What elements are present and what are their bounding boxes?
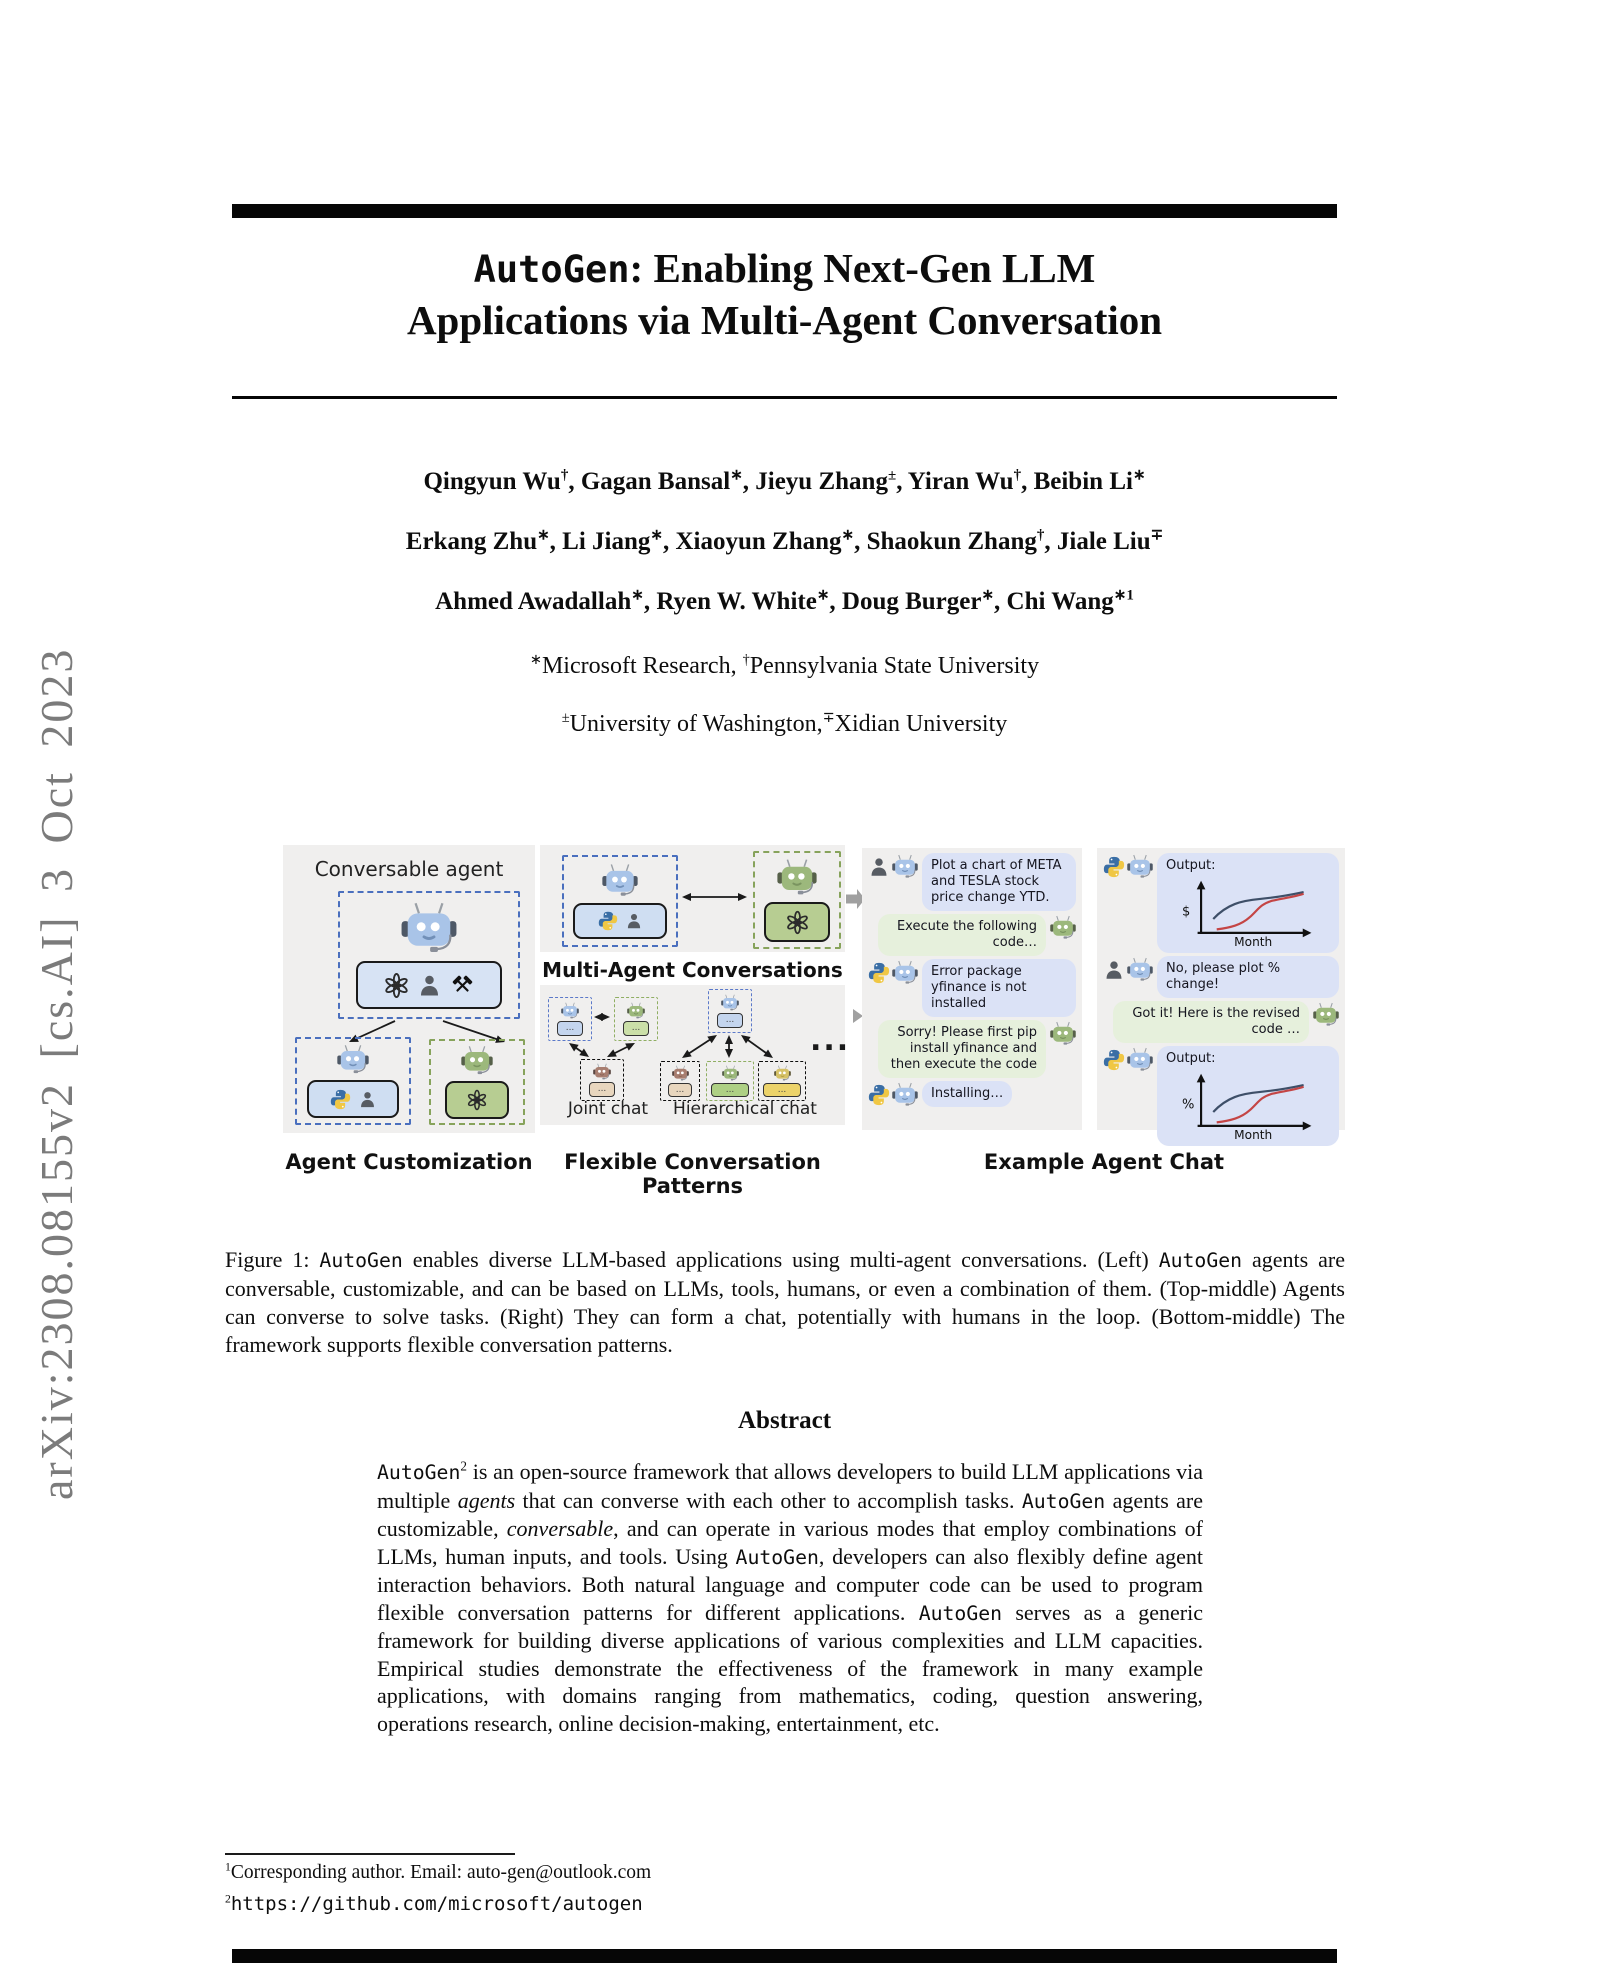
example-chat-panel-2: [1097, 848, 1345, 1141]
robot-blue-icon: [892, 854, 918, 880]
python-icon: [1103, 856, 1125, 878]
author-name: Jieyu Zhang±,: [755, 467, 908, 495]
text-segment: agents: [457, 1487, 516, 1513]
chat-message: [1103, 1001, 1339, 1043]
chat-text: Output:: [1166, 858, 1216, 873]
chat-bubble: [1157, 1046, 1339, 1146]
abstract-heading: Abstract: [737, 1407, 832, 1434]
figure-panel-agent-customization: [283, 845, 535, 1133]
llm-pill: [445, 1081, 509, 1119]
robot-blue-icon: [892, 1082, 918, 1108]
author-name: Xiaoyun Zhang∗,: [675, 527, 867, 555]
chat-text: No, please plot % change!: [1166, 961, 1281, 992]
chat-avatars: [1050, 1020, 1076, 1047]
chat-avatars: [1050, 914, 1076, 941]
python-icon: [868, 962, 890, 984]
svg-text:$: $: [1181, 904, 1191, 920]
mini-bubble: ...: [589, 1082, 615, 1097]
python-icon: [868, 1084, 890, 1106]
text-segment: AutoGen: [1158, 1249, 1243, 1272]
mini-bubble: ...: [711, 1083, 749, 1097]
human-icon: [358, 1090, 377, 1109]
chat-bubble: [922, 853, 1076, 911]
robot-green-icon: [777, 858, 817, 898]
example-agent-chat-caption: Example Agent Chat: [983, 1150, 1225, 1174]
robot-blue-icon: [892, 960, 918, 986]
chat-text: Plot a chart of META and TESLA stock price change YTD.: [931, 858, 1062, 905]
robot-blue-icon: [1127, 854, 1153, 880]
text-segment: that can converse with each other to accomplish tasks.: [515, 1487, 1022, 1513]
chat-bubble: [922, 959, 1076, 1017]
chat-text: Got it! Here is the revised code …: [1132, 1006, 1300, 1037]
figure-panel-multi-agent: [540, 845, 845, 952]
chat-avatars: [868, 853, 918, 880]
paper-title: [232, 243, 1337, 346]
robot-blue-icon: [337, 1044, 369, 1076]
abstract-text: [377, 1458, 1203, 1737]
svg-text:%: %: [1181, 1097, 1195, 1113]
footnote-1-marker: 1: [225, 1860, 231, 1874]
chat-text: Sorry! Please first pip install yfinance and then execute the code: [890, 1025, 1037, 1072]
author-line-2: [232, 528, 1337, 556]
author-name: Shaokun Zhang†,: [866, 527, 1057, 555]
title-autogen-mono: AutoGen: [473, 248, 630, 291]
openai-logo-icon: [785, 910, 810, 935]
chat-bubble: [1157, 956, 1339, 998]
chat-text: Output:: [1166, 1051, 1216, 1066]
text-segment: agents are conversable, customizable, and can be based on LLMs, tools, humans, or even a combination of them. (Top-middle) Agents can converse to solve tasks. (Right) They can form a chat, potentially with humans in the loop. (Bottom-middle) The framework supports flexible conversation patterns.: [225, 1247, 1345, 1357]
mini-bubble: ...: [717, 1013, 743, 1028]
chat-avatars: [1103, 1046, 1153, 1073]
chat-avatars: [1103, 956, 1153, 983]
figure-1-caption: [225, 1246, 1345, 1359]
affiliation: ±University of Washington,: [561, 710, 823, 737]
footnote-2-marker: 2: [225, 1892, 231, 1906]
text-segment: AutoGen: [918, 1601, 1003, 1625]
text-segment: AutoGen: [1021, 1489, 1106, 1513]
robot-green-icon: [1313, 1002, 1339, 1028]
chat-avatars: [868, 959, 918, 986]
text-segment: , and can operate in various modes that employ combinations of LLMs, human inputs, and tools. Using: [377, 1516, 1203, 1569]
chat-message: [868, 959, 1076, 1017]
person-icon: [1103, 959, 1125, 981]
author-name: Ahmed Awadallah∗,: [435, 587, 657, 615]
author-name: Chi Wang$^{∗1}$: [1006, 587, 1134, 615]
text-segment: AutoGen: [735, 1545, 819, 1569]
chat-bubble: [1113, 1001, 1309, 1043]
agent-customization-caption: Agent Customization: [285, 1150, 533, 1174]
title-rule: [232, 396, 1337, 399]
title-line-1: [232, 243, 1337, 295]
text-segment: agents are customizable,: [377, 1487, 1203, 1541]
ellipsis-label: ...: [810, 1023, 851, 1058]
affiliation-line-1: [232, 653, 1337, 680]
chat-text: Error package yfinance is not installed: [931, 964, 1027, 1011]
author-name: Li Jiang∗,: [562, 527, 676, 555]
chat-bubble: [878, 1020, 1046, 1078]
custom-agent-human-box: [295, 1037, 411, 1125]
author-name: Erkang Zhu∗,: [405, 527, 563, 555]
robot-green-icon: [461, 1045, 493, 1077]
text-segment: enables diverse LLM-based applications using multi-agent conversations. (Left): [402, 1247, 1159, 1272]
chat-message: [868, 1020, 1076, 1078]
affiliation: ∗Microsoft Research,: [529, 652, 743, 679]
affiliation: †Pennsylvania State University: [742, 652, 1040, 679]
footnote-1-text: Corresponding author. Email: auto-gen@outlook.com: [230, 1862, 652, 1883]
author-name: Jiale Liu∓: [1056, 527, 1164, 555]
openai-logo-icon: [466, 1089, 488, 1111]
python-icon: [1103, 1049, 1125, 1071]
author-name: Beibin Li∗: [1033, 467, 1146, 495]
github-url-link[interactable]: https://github.com/microsoft/autogen: [230, 1893, 643, 1915]
example-chat-panel-1: [862, 848, 1082, 1130]
author-line-3: [232, 588, 1337, 616]
chat-message: [1103, 956, 1339, 998]
agent-b-box: [753, 851, 841, 949]
author-name: Doug Burger∗,: [841, 587, 1007, 615]
robot-green-icon: [1050, 1021, 1076, 1047]
author-name: Ryen W. White∗,: [656, 587, 842, 615]
person-icon: [868, 856, 890, 878]
title-line-2: Applications via Multi-Agent Conversation: [406, 297, 1163, 343]
svg-text:Month: Month: [1234, 1127, 1273, 1141]
arxiv-watermark: arXiv:2308.08155v2 [cs.AI] 3 Oct 2023: [31, 647, 82, 1500]
author-name: Yiran Wu†,: [907, 467, 1034, 495]
mini-bubble: ...: [668, 1083, 692, 1097]
robot-blue-icon: [1127, 957, 1153, 983]
mini-bubble: ...: [763, 1083, 801, 1097]
hierarchical-chat-label: Hierarchical chat: [673, 1099, 817, 1119]
text-segment: Figure 1:: [225, 1247, 320, 1272]
text-segment: is an open-source framework that allows developers to build LLM applications via multiple: [377, 1459, 1203, 1513]
chat-bubble: [922, 1081, 1012, 1107]
figure-panel-patterns: [540, 985, 851, 1125]
multi-agent-conversations-label: Multi-Agent Conversations: [542, 958, 843, 982]
chat-avatars: [868, 1081, 918, 1108]
footnote-2: [225, 1893, 643, 1916]
mini-bubble: ...: [557, 1021, 583, 1036]
joint-chat-label: Joint chat: [567, 1099, 649, 1119]
chat-message: [1103, 853, 1339, 953]
author-name: Qingyun Wu†,: [423, 467, 581, 495]
footnote-rule: [225, 1853, 515, 1855]
custom-agent-llm-box: [429, 1039, 525, 1125]
flexible-patterns-caption: Flexible Conversation Patterns: [564, 1150, 821, 1198]
robot-green-icon: [1050, 915, 1076, 941]
affiliation-line-2: [232, 711, 1337, 738]
author-line-1: [232, 468, 1337, 496]
chat-bubble: [878, 914, 1046, 956]
title-line-1-rest: : Enabling Next-Gen LLM: [629, 245, 1096, 291]
affiliation: ∓Xidian University: [822, 710, 1008, 737]
text-segment: AutoGen: [377, 1461, 461, 1484]
chat-message: [868, 853, 1076, 911]
chat-text: Installing…: [931, 1086, 1004, 1101]
text-segment: , developers can also flexibly define agent interaction behaviors. Both natural language and computer code can be used to program flexible conversation patterns for different applications.: [377, 1543, 1203, 1625]
text-segment: AutoGen: [319, 1249, 403, 1272]
chat-message: [868, 914, 1076, 956]
chat-avatars: [1103, 853, 1153, 880]
conversable-agent-label: Conversable agent: [314, 857, 504, 881]
chat-bubble: [1157, 853, 1339, 953]
text-segment: conversable: [506, 1516, 614, 1541]
chat-message: [868, 1081, 1076, 1108]
python-human-pill: [307, 1080, 399, 1118]
chat-text: Execute the following code…: [896, 919, 1037, 950]
top-rule: [232, 204, 1337, 218]
chat-avatars: [1313, 1001, 1339, 1028]
chat-message: [1103, 1046, 1339, 1146]
bottom-rule: [232, 1949, 1337, 1963]
text-segment: serves as a generic framework for building diverse applications of various complexities and LLM capacities. Empirical studies demonstrate the effectiveness of the framework in many example applications, with domains ranging from mathematics, coding, question answering, operations research, online decision-making, entertainment, etc.: [377, 1599, 1203, 1736]
svg-text:Month: Month: [1234, 934, 1273, 948]
mini-bubble: ...: [623, 1021, 649, 1036]
llm-pill: [764, 902, 830, 942]
footnote-1: [225, 1862, 651, 1884]
author-name: Gagan Bansal∗,: [580, 467, 756, 495]
robot-blue-icon: [1127, 1047, 1153, 1073]
python-icon: [330, 1089, 351, 1110]
text-segment: 2: [460, 1458, 467, 1474]
